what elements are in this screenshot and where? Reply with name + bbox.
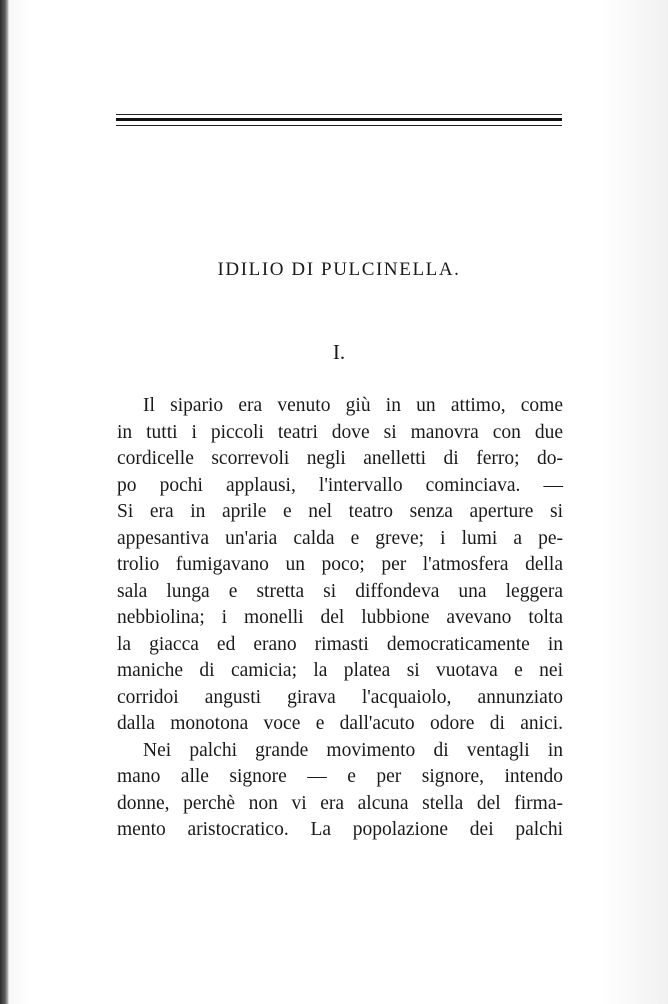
text-line: Il sipario era venuto giù in un attimo, come	[143, 395, 563, 416]
text-line: appesantiva un'aria calda e greve; i lumi a pe-	[117, 527, 563, 549]
text-line: trolio fumigavano un poco; per l'atmosfera della	[117, 554, 563, 575]
book-spine-shadow	[0, 0, 9, 1004]
header-rule-thin-top	[116, 114, 562, 115]
text-line: corridoi angusti girava l'acquaiolo, annunziato	[117, 686, 563, 708]
text-line: Si era in aprile e nel teatro senza aperture si	[117, 501, 563, 522]
text-line: donne, perchè non vi era alcuna stella del firma-	[117, 792, 563, 814]
text-line: in tutti i piccoli teatri dove si manovra con due	[117, 421, 563, 443]
text-line: dalla monotona voce e dall'acuto odore di anici.	[117, 713, 563, 734]
text-line: mento aristocratico. La popolazione dei palchi	[117, 819, 563, 840]
body-text	[117, 393, 563, 844]
chapter-title: IDILIO DI PULCINELLA.	[217, 259, 461, 280]
text-line: sala lunga e stretta si diffondeva una leggera	[117, 580, 563, 602]
text-line: Nei palchi grande movimento di ventagli in	[143, 739, 563, 761]
text-line: la giacca ed erano rimasti democraticamente in	[117, 633, 563, 655]
header-rule-thin-bottom	[116, 125, 562, 126]
section-number: I.	[332, 340, 346, 364]
text-line: maniche di camicia; la platea si vuotava e nei	[117, 660, 563, 681]
text-line: mano alle signore — e per signore, intendo	[117, 766, 563, 787]
text-line: cordicelle scorrevoli negli anelletti di ferro; do-	[117, 448, 563, 469]
header-rule-thick	[116, 118, 562, 121]
text-line: nebbiolina; i monelli del lubbione avevano tolta	[117, 607, 563, 628]
text-line: po pochi applausi, l'intervallo cominciava. —	[117, 474, 563, 496]
